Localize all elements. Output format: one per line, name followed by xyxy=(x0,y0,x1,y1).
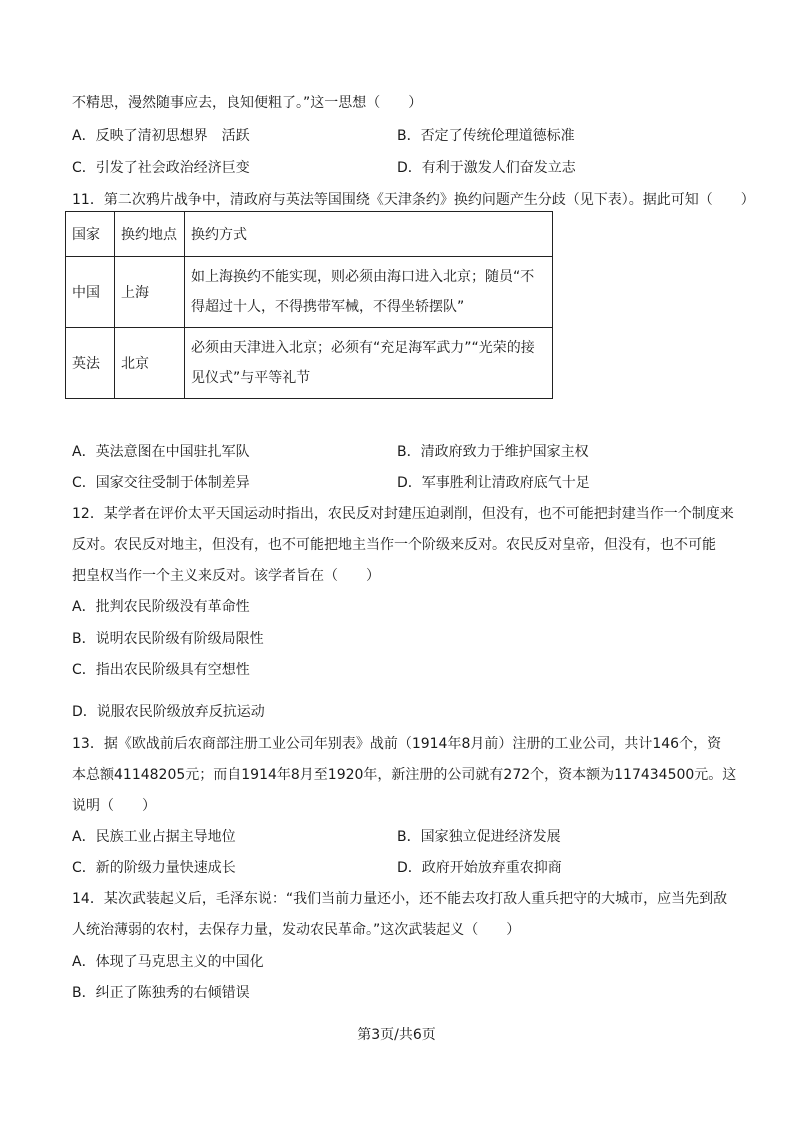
q14-stem-line1: 14．某次武装起义后，毛泽东说：“我们当前力量还小，还不能去攻打敌人重兵把守的大城市，应当先到敌 xyxy=(72,891,728,907)
q13-option-c: C．新的阶级力量快速成长 xyxy=(72,860,236,876)
q11-option-a: A．英法意图在中国驻扎军队 xyxy=(72,444,250,460)
q11-stem: 11．第二次鸦片战争中，清政府与英法等国围绕《天津条约》换约问题产生分歧（见下表）。据此可知（ ） xyxy=(72,192,755,208)
q11-option-d: D．军事胜利让清政府底气十足 xyxy=(397,475,590,491)
table-cell-country: 中国 xyxy=(66,257,115,328)
q10-option-a: A．反映了清初思想界 活跃 xyxy=(72,128,250,144)
q12-option-c: C．指出农民阶级具有空想性 xyxy=(72,662,250,678)
q10-option-b: B．否定了传统伦理道德标准 xyxy=(397,128,575,144)
q13-stem-line1: 13．据《欧战前后农商部注册工业公司年别表》战前（1914年8月前）注册的工业公司，共计146个，资 xyxy=(72,736,722,752)
q13-option-a: A．民族工业占据主导地位 xyxy=(72,829,236,845)
q10-option-d: D．有利于激发人们奋发立志 xyxy=(397,160,576,176)
q10-option-c: C．引发了社会政治经济巨变 xyxy=(72,160,250,176)
q11-table xyxy=(65,211,553,399)
table-cell-method-text: 如上海换约不能实现，则必须由海口进入北京；随员“不得超过十人，不得携带军械，不得坐轿摆队” xyxy=(191,269,535,315)
table-cell-country: 英法 xyxy=(66,328,115,399)
q12-stem-line2: 反对。农民反对地主，但没有，也不可能把地主当作一个阶级来反对。农民反对皇帝，但没有，也不可能 xyxy=(72,537,716,553)
q11-option-c: C．国家交往受制于体制差异 xyxy=(72,475,250,491)
table-cell-method xyxy=(185,257,553,328)
q14-option-a: A．体现了马克思主义的中国化 xyxy=(72,954,264,970)
page-footer: 第3页/共6页 xyxy=(357,1027,436,1043)
table-cell-method-text: 必须由天津进入北京；必须有“充足海军武力”“光荣的接见仪式”与平等礼节 xyxy=(191,340,535,386)
q13-option-d: D．政府开始放弃重农抑商 xyxy=(397,860,562,876)
q12-stem-line3: 把皇权当作一个主义来反对。该学者旨在（ ） xyxy=(72,568,380,584)
table-row xyxy=(66,328,553,399)
table-cell-place: 北京 xyxy=(115,328,185,399)
q13-stem-line2: 本总额41148205元；而自1914年8月至1920年，新注册的公司就有272个，资本额为117434500元。这 xyxy=(72,767,737,783)
q12-stem-line1: 12．某学者在评价太平天国运动时指出，农民反对封建压迫剥削，但没有，也不可能把封建当作一个制度来 xyxy=(72,506,734,522)
table-cell-place: 上海 xyxy=(115,257,185,328)
q12-option-a: A．批判农民阶级没有革命性 xyxy=(72,599,250,615)
q12-option-d: D．说服农民阶级放弃反抗运动 xyxy=(72,704,265,720)
q13-option-b: B．国家独立促进经济发展 xyxy=(397,829,561,845)
q13-stem-line3: 说明（ ） xyxy=(72,798,156,814)
q11-option-b: B．清政府致力于维护国家主权 xyxy=(397,444,589,460)
table-header-method: 换约方式 xyxy=(185,212,553,257)
q12-option-b: B．说明农民阶级有阶级局限性 xyxy=(72,631,264,647)
q14-option-b: B．纠正了陈独秀的右倾错误 xyxy=(72,985,250,1001)
table-header-place: 换约地点 xyxy=(115,212,185,257)
table-header-row xyxy=(66,212,553,257)
q10-stem-tail: 不精思，漫然随事应去，良知便粗了。”这一思想（ ） xyxy=(72,95,423,111)
table-cell-method xyxy=(185,328,553,399)
q14-stem-line2: 人统治薄弱的农村，去保存力量，发动农民革命。”这次武装起义（ ） xyxy=(72,922,521,938)
table-header-country: 国家 xyxy=(66,212,115,257)
table-row xyxy=(66,257,553,328)
